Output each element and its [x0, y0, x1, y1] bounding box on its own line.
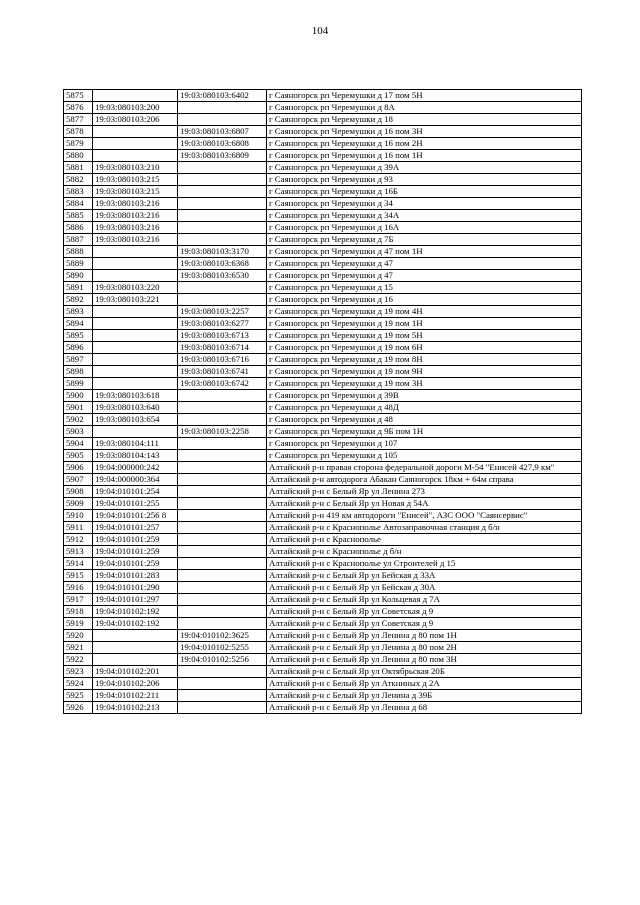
- address-cell: Алтайский р-н с Белый Яр ул Бейская д 30А: [267, 582, 582, 594]
- address-cell: г Саяногорск рп Черемушки д 19 пом 5Н: [267, 330, 582, 342]
- table-row: [64, 378, 582, 390]
- address-cell: г Саяногорск рп Черемушки д 19 пом 4Н: [267, 306, 582, 318]
- table-row: [64, 654, 582, 666]
- row-number-cell: 5923: [64, 666, 93, 678]
- row-number-cell: 5886: [64, 222, 93, 234]
- row-number-cell: 5921: [64, 642, 93, 654]
- cadastral-number-2-cell: [178, 414, 267, 426]
- cadastral-number-2-cell: [178, 702, 267, 714]
- cadastral-number-2-cell: 19:03:080103:6277: [178, 318, 267, 330]
- address-cell: г Саяногорск рп Черемушки д 18: [267, 114, 582, 126]
- address-cell: Алтайский р-н с Белый Яр ул Октябрьская 20Б: [267, 666, 582, 678]
- cadastral-number-cell: 19:04:000000:364: [93, 474, 178, 486]
- row-number-cell: 5898: [64, 366, 93, 378]
- row-number-cell: 5925: [64, 690, 93, 702]
- cadastral-number-2-cell: [178, 606, 267, 618]
- table-row: [64, 690, 582, 702]
- cadastral-number-cell: 19:03:080103:220: [93, 282, 178, 294]
- table-row: [64, 498, 582, 510]
- table-row: [64, 462, 582, 474]
- cadastral-number-cell: 19:03:080103:618: [93, 390, 178, 402]
- row-number-cell: 5881: [64, 162, 93, 174]
- cadastral-number-cell: [93, 630, 178, 642]
- cadastral-number-cell: [93, 90, 178, 102]
- row-number-cell: 5897: [64, 354, 93, 366]
- table-row: [64, 678, 582, 690]
- cadastral-number-2-cell: [178, 582, 267, 594]
- cadastral-number-cell: 19:04:010101:259: [93, 546, 178, 558]
- row-number-cell: 5910: [64, 510, 93, 522]
- row-number-cell: 5916: [64, 582, 93, 594]
- cadastral-number-cell: [93, 426, 178, 438]
- row-number-cell: 5924: [64, 678, 93, 690]
- cadastral-number-cell: 19:03:080103:221: [93, 294, 178, 306]
- cadastral-number-2-cell: 19:03:080103:6807: [178, 126, 267, 138]
- address-cell: Алтайский р-н с Краснополье ул Строителей д 15: [267, 558, 582, 570]
- table-row: [64, 402, 582, 414]
- address-cell: Алтайский р-н с Белый Яр ул Ленина 273: [267, 486, 582, 498]
- register-table: [63, 89, 582, 714]
- row-number-cell: 5914: [64, 558, 93, 570]
- row-number-cell: 5907: [64, 474, 93, 486]
- row-number-cell: 5902: [64, 414, 93, 426]
- table-row: [64, 174, 582, 186]
- address-cell: г Саяногорск рп Черемушки д 105: [267, 450, 582, 462]
- cadastral-number-2-cell: [178, 546, 267, 558]
- cadastral-number-cell: 19:04:010102:201: [93, 666, 178, 678]
- address-cell: г Саяногорск рп Черемушки д 16 пом 3Н: [267, 126, 582, 138]
- cadastral-number-2-cell: 19:03:080103:6741: [178, 366, 267, 378]
- cadastral-number-2-cell: 19:03:080103:2258: [178, 426, 267, 438]
- table-row: [64, 246, 582, 258]
- cadastral-number-2-cell: 19:03:080103:3170: [178, 246, 267, 258]
- address-cell: г Саяногорск рп Черемушки д 34: [267, 198, 582, 210]
- table-row: [64, 642, 582, 654]
- table-row: [64, 522, 582, 534]
- row-number-cell: 5885: [64, 210, 93, 222]
- cadastral-number-2-cell: 19:03:080103:6530: [178, 270, 267, 282]
- row-number-cell: 5880: [64, 150, 93, 162]
- cadastral-number-cell: 19:03:080103:640: [93, 402, 178, 414]
- table-row: [64, 330, 582, 342]
- cadastral-number-cell: 19:04:010102:192: [93, 618, 178, 630]
- table-row: [64, 558, 582, 570]
- cadastral-number-2-cell: [178, 450, 267, 462]
- address-cell: г Саяногорск рп Черемушки д 47: [267, 258, 582, 270]
- address-cell: г Саяногорск рп Черемушки д 107: [267, 438, 582, 450]
- address-cell: Алтайский р-н с Белый Яр ул Ленина д 39Б: [267, 690, 582, 702]
- cadastral-number-cell: [93, 366, 178, 378]
- cadastral-number-2-cell: [178, 174, 267, 186]
- cadastral-number-2-cell: 19:04:010102:5256: [178, 654, 267, 666]
- cadastral-number-2-cell: [178, 570, 267, 582]
- table-row: [64, 318, 582, 330]
- cadastral-number-2-cell: 19:03:080103:6402: [178, 90, 267, 102]
- address-cell: Алтайский р-н с Краснополье д б/н: [267, 546, 582, 558]
- address-cell: Алтайский р-н с Краснополье: [267, 534, 582, 546]
- table-row: [64, 126, 582, 138]
- address-cell: г Саяногорск рп Черемушки д 34А: [267, 210, 582, 222]
- table-row: [64, 366, 582, 378]
- cadastral-number-cell: 19:04:010101:257: [93, 522, 178, 534]
- cadastral-number-cell: 19:04:010102:192: [93, 606, 178, 618]
- row-number-cell: 5893: [64, 306, 93, 318]
- cadastral-number-2-cell: 19:03:080103:6714: [178, 342, 267, 354]
- row-number-cell: 5876: [64, 102, 93, 114]
- address-cell: г Саяногорск рп Черемушки д 19 пом 3Н: [267, 378, 582, 390]
- table-row: [64, 114, 582, 126]
- cadastral-number-2-cell: [178, 474, 267, 486]
- address-cell: г Саяногорск рп Черемушки д 48: [267, 414, 582, 426]
- address-cell: Алтайский р-н с Белый Яр ул Советская д 9: [267, 618, 582, 630]
- cadastral-number-2-cell: [178, 618, 267, 630]
- row-number-cell: 5883: [64, 186, 93, 198]
- table-row: [64, 282, 582, 294]
- cadastral-number-cell: 19:04:010101:255: [93, 498, 178, 510]
- table-row: [64, 426, 582, 438]
- cadastral-number-cell: 19:03:080104:111: [93, 438, 178, 450]
- table-row: [64, 162, 582, 174]
- cadastral-number-2-cell: [178, 402, 267, 414]
- cadastral-number-cell: [93, 354, 178, 366]
- address-cell: г Саяногорск рп Черемушки д 48Д: [267, 402, 582, 414]
- cadastral-number-cell: [93, 246, 178, 258]
- cadastral-number-2-cell: [178, 438, 267, 450]
- register-table-body: [64, 90, 582, 714]
- row-number-cell: 5884: [64, 198, 93, 210]
- cadastral-number-cell: [93, 126, 178, 138]
- address-cell: Алтайский р-н с Белый Яр ул Ленина д 80 пом 3Н: [267, 654, 582, 666]
- address-cell: г Саяногорск рп Черемушки д 47: [267, 270, 582, 282]
- cadastral-number-2-cell: [178, 390, 267, 402]
- row-number-cell: 5887: [64, 234, 93, 246]
- cadastral-number-cell: [93, 306, 178, 318]
- cadastral-number-cell: [93, 138, 178, 150]
- cadastral-number-2-cell: 19:03:080103:6808: [178, 138, 267, 150]
- row-number-cell: 5888: [64, 246, 93, 258]
- row-number-cell: 5920: [64, 630, 93, 642]
- cadastral-number-cell: 19:04:010101:259: [93, 558, 178, 570]
- row-number-cell: 5891: [64, 282, 93, 294]
- address-cell: г Саяногорск рп Черемушки д 19 пом 8Н: [267, 354, 582, 366]
- address-cell: г Саяногорск рп Черемушки д 19 пом 9Н: [267, 366, 582, 378]
- cadastral-number-cell: [93, 654, 178, 666]
- table-row: [64, 198, 582, 210]
- table-row: [64, 270, 582, 282]
- cadastral-number-cell: 19:04:010102:213: [93, 702, 178, 714]
- row-number-cell: 5913: [64, 546, 93, 558]
- address-cell: Алтайский р-н с Белый Яр ул Новая д 54А: [267, 498, 582, 510]
- cadastral-number-2-cell: [178, 510, 267, 522]
- address-cell: Алтайский р-н с Краснополье Автозаправочная станция д б/н: [267, 522, 582, 534]
- cadastral-number-2-cell: [178, 102, 267, 114]
- cadastral-number-2-cell: 19:03:080103:2257: [178, 306, 267, 318]
- cadastral-number-cell: 19:04:010101:254: [93, 486, 178, 498]
- cadastral-number-2-cell: 19:04:010102:3625: [178, 630, 267, 642]
- cadastral-number-cell: [93, 258, 178, 270]
- row-number-cell: 5875: [64, 90, 93, 102]
- cadastral-number-cell: 19:03:080103:654: [93, 414, 178, 426]
- cadastral-number-2-cell: [178, 678, 267, 690]
- cadastral-number-cell: 19:04:010101:290: [93, 582, 178, 594]
- cadastral-number-2-cell: [178, 594, 267, 606]
- cadastral-number-2-cell: [178, 486, 267, 498]
- cadastral-number-2-cell: 19:03:080103:6742: [178, 378, 267, 390]
- table-row: [64, 186, 582, 198]
- cadastral-number-2-cell: [178, 666, 267, 678]
- row-number-cell: 5922: [64, 654, 93, 666]
- table-row: [64, 354, 582, 366]
- cadastral-number-2-cell: [178, 210, 267, 222]
- cadastral-number-cell: 19:04:010102:206: [93, 678, 178, 690]
- cadastral-number-2-cell: [178, 186, 267, 198]
- row-number-cell: 5890: [64, 270, 93, 282]
- cadastral-number-cell: [93, 270, 178, 282]
- row-number-cell: 5877: [64, 114, 93, 126]
- table-row: [64, 438, 582, 450]
- table-row: [64, 486, 582, 498]
- table-row: [64, 234, 582, 246]
- cadastral-number-2-cell: 19:03:080103:6809: [178, 150, 267, 162]
- row-number-cell: 5908: [64, 486, 93, 498]
- row-number-cell: 5901: [64, 402, 93, 414]
- table-row: [64, 510, 582, 522]
- table-row: [64, 210, 582, 222]
- table-row: [64, 582, 582, 594]
- address-cell: г Саяногорск рп Черемушки д 16: [267, 294, 582, 306]
- cadastral-number-cell: [93, 378, 178, 390]
- address-cell: Алтайский р-н 419 км автодороги "Енисей", АЗС ООО "Саянсервис": [267, 510, 582, 522]
- cadastral-number-cell: 19:03:080104:143: [93, 450, 178, 462]
- row-number-cell: 5895: [64, 330, 93, 342]
- row-number-cell: 5904: [64, 438, 93, 450]
- cadastral-number-cell: 19:03:080103:216: [93, 234, 178, 246]
- table-row: [64, 702, 582, 714]
- cadastral-number-cell: 19:04:010101:256 8: [93, 510, 178, 522]
- address-cell: Алтайский р-н с Белый Яр ул Ленина д 80 пом 2Н: [267, 642, 582, 654]
- cadastral-number-2-cell: [178, 222, 267, 234]
- cadastral-number-cell: 19:03:080103:216: [93, 222, 178, 234]
- cadastral-number-cell: 19:04:010102:211: [93, 690, 178, 702]
- cadastral-number-2-cell: 19:03:080103:6716: [178, 354, 267, 366]
- address-cell: г Саяногорск рп Черемушки д 8А: [267, 102, 582, 114]
- cadastral-number-cell: 19:04:010101:283: [93, 570, 178, 582]
- address-cell: г Саяногорск рп Черемушки д 93: [267, 174, 582, 186]
- address-cell: Алтайский р-н с Белый Яр ул Кольцевая д 7А: [267, 594, 582, 606]
- cadastral-number-2-cell: [178, 690, 267, 702]
- cadastral-number-cell: 19:03:080103:216: [93, 210, 178, 222]
- address-cell: Алтайский р-н с Белый Яр ул Советская д 9: [267, 606, 582, 618]
- cadastral-number-cell: [93, 642, 178, 654]
- address-cell: г Саяногорск рп Черемушки д 7Б: [267, 234, 582, 246]
- cadastral-number-cell: 19:03:080103:215: [93, 174, 178, 186]
- cadastral-number-cell: [93, 318, 178, 330]
- cadastral-number-2-cell: [178, 462, 267, 474]
- table-row: [64, 666, 582, 678]
- cadastral-number-cell: 19:04:000000:242: [93, 462, 178, 474]
- cadastral-number-cell: [93, 330, 178, 342]
- page-number: 104: [311, 25, 329, 37]
- table-row: [64, 342, 582, 354]
- row-number-cell: 5894: [64, 318, 93, 330]
- address-cell: г Саяногорск рп Черемушки д 19 пом 1Н: [267, 318, 582, 330]
- table-row: [64, 102, 582, 114]
- row-number-cell: 5919: [64, 618, 93, 630]
- table-row: [64, 594, 582, 606]
- address-cell: г Саяногорск рп Черемушки д 9Б пом 1Н: [267, 426, 582, 438]
- address-cell: Алтайский р-н автодорога Абакан Саяногорск 18км + 64м справа: [267, 474, 582, 486]
- cadastral-number-cell: 19:03:080103:206: [93, 114, 178, 126]
- row-number-cell: 5896: [64, 342, 93, 354]
- row-number-cell: 5903: [64, 426, 93, 438]
- row-number-cell: 5882: [64, 174, 93, 186]
- cadastral-number-2-cell: 19:04:010102:5255: [178, 642, 267, 654]
- row-number-cell: 5889: [64, 258, 93, 270]
- table-row: [64, 306, 582, 318]
- cadastral-number-cell: [93, 150, 178, 162]
- row-number-cell: 5926: [64, 702, 93, 714]
- cadastral-number-2-cell: [178, 198, 267, 210]
- address-cell: Алтайский р-н с Белый Яр ул Ленина д 80 пом 1Н: [267, 630, 582, 642]
- cadastral-number-2-cell: [178, 534, 267, 546]
- address-cell: г Саяногорск рп Черемушки д 39В: [267, 390, 582, 402]
- cadastral-number-2-cell: 19:03:080103:6368: [178, 258, 267, 270]
- cadastral-number-2-cell: 19:03:080103:6713: [178, 330, 267, 342]
- address-cell: г Саяногорск рп Черемушки д 17 пом 5Н: [267, 90, 582, 102]
- address-cell: г Саяногорск рп Черемушки д 16А: [267, 222, 582, 234]
- row-number-cell: 5878: [64, 126, 93, 138]
- row-number-cell: 5918: [64, 606, 93, 618]
- address-cell: Алтайский р-н правая сторона федеральной дороги М-54 "Енисей 427,9 км": [267, 462, 582, 474]
- cadastral-number-2-cell: [178, 162, 267, 174]
- cadastral-number-cell: 19:04:010101:259: [93, 534, 178, 546]
- row-number-cell: 5912: [64, 534, 93, 546]
- address-cell: г Саяногорск рп Черемушки д 16 пом 1Н: [267, 150, 582, 162]
- table-row: [64, 90, 582, 102]
- row-number-cell: 5917: [64, 594, 93, 606]
- cadastral-number-cell: 19:03:080103:215: [93, 186, 178, 198]
- row-number-cell: 5892: [64, 294, 93, 306]
- table-row: [64, 606, 582, 618]
- cadastral-number-2-cell: [178, 558, 267, 570]
- row-number-cell: 5911: [64, 522, 93, 534]
- cadastral-number-cell: [93, 342, 178, 354]
- row-number-cell: 5909: [64, 498, 93, 510]
- cadastral-number-cell: 19:03:080103:210: [93, 162, 178, 174]
- table-row: [64, 546, 582, 558]
- cadastral-number-2-cell: [178, 282, 267, 294]
- row-number-cell: 5879: [64, 138, 93, 150]
- address-cell: г Саяногорск рп Черемушки д 47 пом 1Н: [267, 246, 582, 258]
- table-row: [64, 618, 582, 630]
- cadastral-number-2-cell: [178, 294, 267, 306]
- address-cell: г Саяногорск рп Черемушки д 19 пом 6Н: [267, 342, 582, 354]
- address-cell: г Саяногорск рп Черемушки д 15: [267, 282, 582, 294]
- address-cell: г Саяногорск рп Черемушки д 16 пом 2Н: [267, 138, 582, 150]
- cadastral-number-cell: 19:03:080103:200: [93, 102, 178, 114]
- address-cell: Алтайский р-н с Белый Яр ул Ленина д 68: [267, 702, 582, 714]
- table-row: [64, 294, 582, 306]
- address-cell: Алтайский р-н с Белый Яр ул Аткниных д 2А: [267, 678, 582, 690]
- cadastral-number-cell: 19:04:010101:297: [93, 594, 178, 606]
- row-number-cell: 5900: [64, 390, 93, 402]
- row-number-cell: 5905: [64, 450, 93, 462]
- table-row: [64, 450, 582, 462]
- row-number-cell: 5899: [64, 378, 93, 390]
- table-row: [64, 630, 582, 642]
- row-number-cell: 5915: [64, 570, 93, 582]
- cadastral-number-2-cell: [178, 498, 267, 510]
- table-row: [64, 150, 582, 162]
- table-row: [64, 414, 582, 426]
- table-row: [64, 570, 582, 582]
- address-cell: Алтайский р-н с Белый Яр ул Бейская д 33А: [267, 570, 582, 582]
- cadastral-number-2-cell: [178, 234, 267, 246]
- row-number-cell: 5906: [64, 462, 93, 474]
- address-cell: г Саяногорск рп Черемушки д 16Б: [267, 186, 582, 198]
- table-row: [64, 138, 582, 150]
- table-row: [64, 474, 582, 486]
- address-cell: г Саяногорск рп Черемушки д 39А: [267, 162, 582, 174]
- table-row: [64, 390, 582, 402]
- table-row: [64, 534, 582, 546]
- cadastral-number-2-cell: [178, 522, 267, 534]
- cadastral-number-2-cell: [178, 114, 267, 126]
- table-row: [64, 222, 582, 234]
- cadastral-number-cell: 19:03:080103:216: [93, 198, 178, 210]
- table-row: [64, 258, 582, 270]
